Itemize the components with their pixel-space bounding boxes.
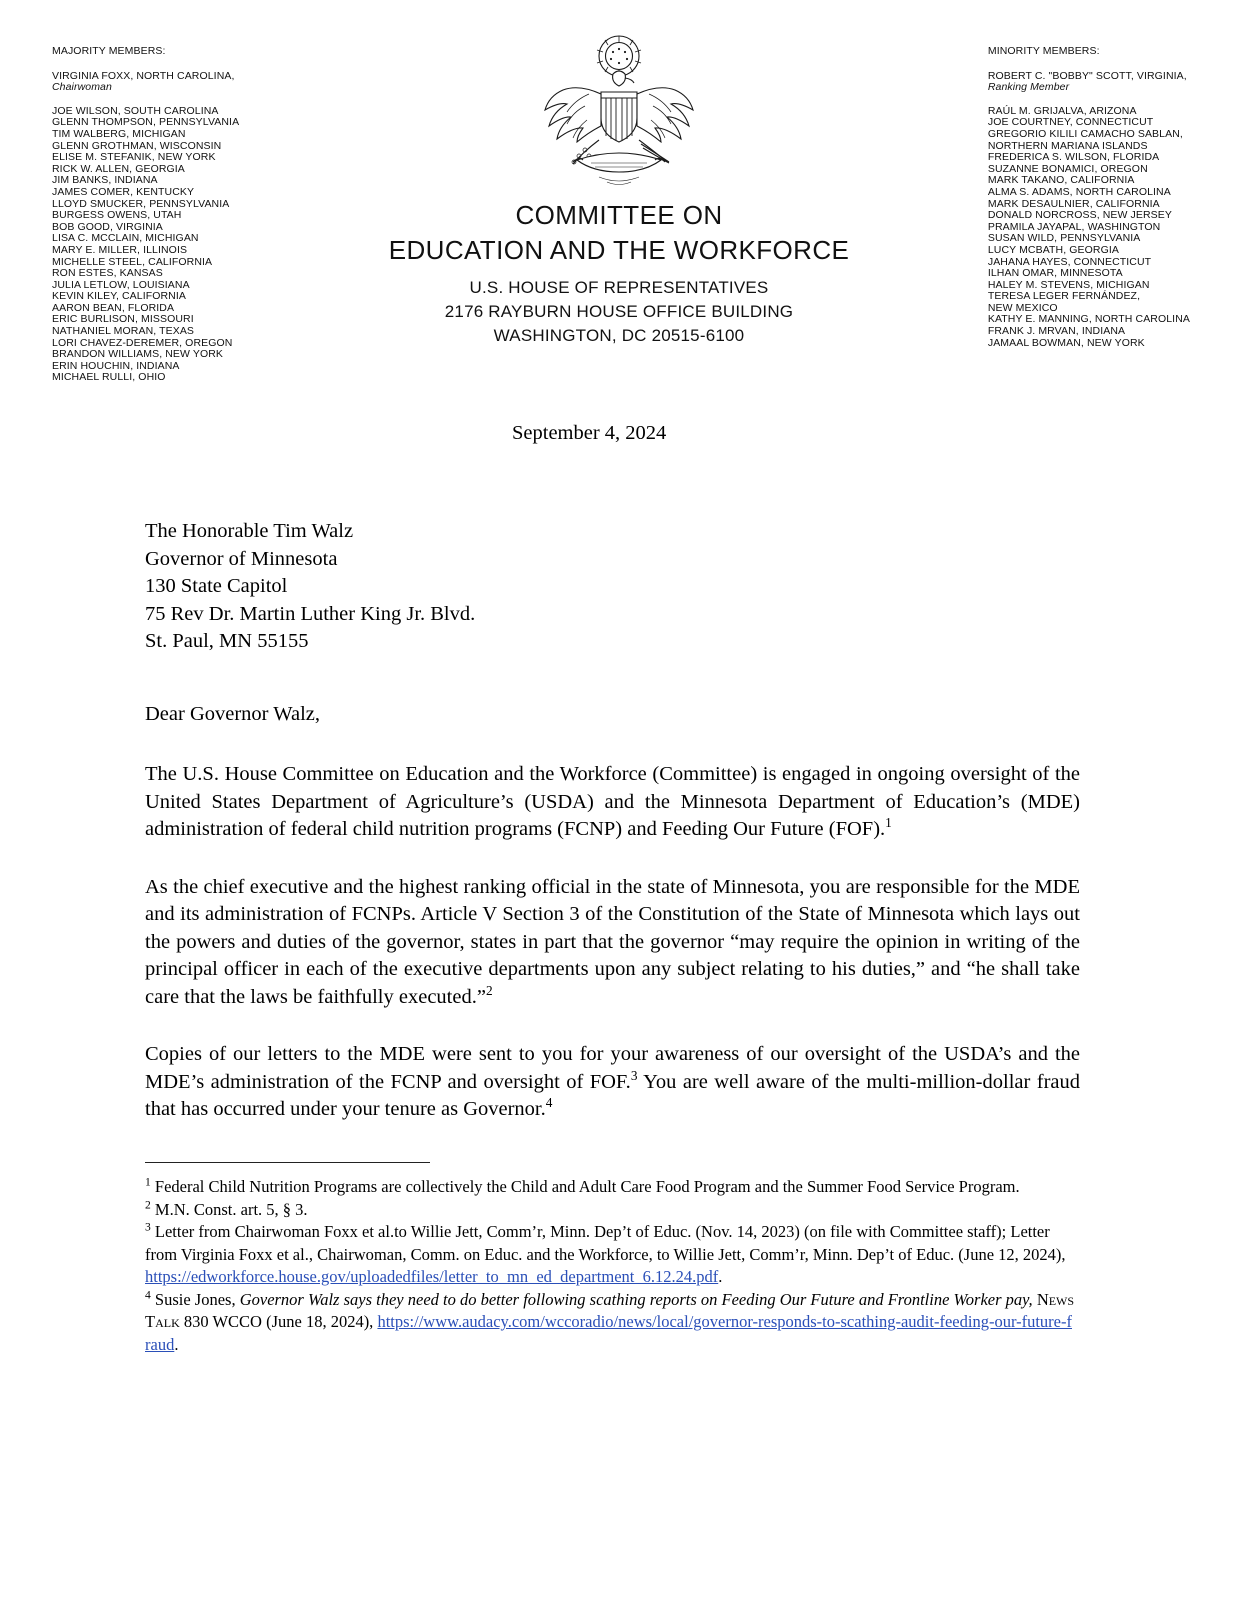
footnote-2-marker: 2 bbox=[145, 1199, 151, 1211]
list-item: ALMA S. ADAMS, NORTH CAROLINA bbox=[987, 185, 1171, 198]
footnote-ref-3: 3 bbox=[630, 1067, 638, 1083]
footnote-ref-2: 2 bbox=[485, 982, 493, 998]
address-line: 130 State Capitol bbox=[145, 575, 288, 597]
committee-subtitle-building: 2176 RAYBURN HOUSE OFFICE BUILDING bbox=[444, 302, 794, 321]
list-item: TERESA LEGER FERNÁNDEZ, bbox=[987, 290, 1141, 303]
majority-members-heading: MAJORITY MEMBERS: bbox=[52, 45, 166, 57]
footnote-3-link[interactable]: https://edworkforce.house.gov/uploadedfiles/letter_to_mn_ed_department_6.12.24.pdf bbox=[145, 1267, 719, 1286]
list-item: JAHANA HAYES, CONNECTICUT bbox=[987, 255, 1152, 268]
list-item: FRANK J. MRVAN, INDIANA bbox=[987, 325, 1126, 338]
list-item: MARK TAKANO, CALIFORNIA bbox=[987, 174, 1135, 187]
minority-ranking-member-role: Ranking Member bbox=[987, 81, 1070, 94]
address-line: St. Paul, MN 55155 bbox=[145, 630, 309, 652]
paragraph-1-text: The U.S. House Committee on Education and the Workforce (Committee) is engaged in ongoing oversight of the United States Department of Agriculture’s (USDA) and the Minnesota Department of Education’s (MDE) administration of federal child nutrition programs (FCNP) and Feeding Our Future (FOF). bbox=[145, 763, 1080, 840]
list-item: MARK DESAULNIER, CALIFORNIA bbox=[987, 197, 1160, 210]
footnote-1-marker: 1 bbox=[145, 1176, 151, 1189]
list-item: MARY E. MILLER, ILLINOIS bbox=[52, 243, 188, 256]
footnote-3-marker: 3 bbox=[145, 1221, 151, 1234]
list-item: KEVIN KILEY, CALIFORNIA bbox=[52, 290, 186, 303]
list-item: GLENN GROTHMAN, WISCONSIN bbox=[52, 139, 222, 152]
salutation: Dear Governor Walz, bbox=[145, 702, 320, 725]
address-line: Governor of Minnesota bbox=[145, 547, 338, 570]
paragraph-2-text: As the chief executive and the highest ranking official in the state of Minnesota, you are responsible for the MDE and its administration of FCNPs. Article V Section 3 of the Constitution of the State of Minnesota which lays out the powers and duties of the governor, states in part that the governor “may require the opinion in writing of the principal officer in each of the executive departments upon any subject relating to his duties,” and “he shall take care that the laws be faithfully executed.” bbox=[145, 875, 1080, 1008]
list-item: BOB GOOD, VIRGINIA bbox=[52, 220, 163, 233]
list-item: DONALD NORCROSS, NEW JERSEY bbox=[987, 209, 1172, 222]
list-item: ILHAN OMAR, MINNESOTA bbox=[987, 267, 1123, 280]
address-line: The Honorable Tim Walz bbox=[145, 520, 354, 542]
list-item: ELISE M. STEFANIK, NEW YORK bbox=[52, 151, 216, 164]
list-item: MICHAEL RULLI, OHIO bbox=[52, 371, 166, 384]
footnotes-section bbox=[145, 1176, 1075, 1356]
footnote-3-text: Letter from Chairwoman Foxx et al.to Willie Jett, Comm’r, Minn. Dep’t of Educ. (Nov. 14, 2023) (on file with Committee staff); Letter from Virginia Foxx et al., Chairwoman, Comm. on Educ. and the Workforce, to Willie Jett, Comm’r, Minn. Dep’t of Educ. (June 12, 2024), bbox=[145, 1222, 1066, 1264]
list-item: JOE WILSON, SOUTH CAROLINA bbox=[52, 104, 219, 117]
list-item: BURGESS OWENS, UTAH bbox=[52, 209, 182, 222]
majority-members-list bbox=[52, 106, 239, 384]
list-item: SUSAN WILD, PENNSYLVANIA bbox=[987, 232, 1141, 245]
list-item: AARON BEAN, FLORIDA bbox=[52, 301, 175, 314]
footnote-4-link-tail: . bbox=[174, 1334, 179, 1354]
list-item: NATHANIEL MORAN, TEXAS bbox=[52, 325, 195, 338]
footnote-3 bbox=[145, 1221, 1075, 1289]
committee-subtitle-chamber: U.S. HOUSE OF REPRESENTATIVES bbox=[469, 278, 769, 297]
list-item: JOE COURTNEY, CONNECTICUT bbox=[987, 116, 1154, 129]
list-item: KATHY E. MANNING, NORTH CAROLINA bbox=[987, 313, 1190, 326]
committee-subtitle-city: WASHINGTON, DC 20515-6100 bbox=[493, 326, 745, 345]
list-item: RON ESTES, KANSAS bbox=[52, 267, 163, 280]
footnote-ref-4: 4 bbox=[545, 1095, 553, 1111]
majority-chair bbox=[52, 71, 239, 94]
letterhead bbox=[0, 40, 1238, 390]
list-item: MICHELLE STEEL, CALIFORNIA bbox=[52, 255, 213, 268]
footnote-3-link-tail: . bbox=[718, 1267, 723, 1286]
list-item: NEW MEXICO bbox=[987, 301, 1058, 314]
list-item: GREGORIO KILILI CAMACHO SABLAN, bbox=[987, 127, 1183, 140]
footnote-4-source-tail: 830 WCCO (June 18, 2024), bbox=[179, 1312, 374, 1331]
footnote-2 bbox=[145, 1199, 1075, 1222]
footnote-4-title: Governor Walz says they need to do better following scathing reports on Feeding Our Future and Frontline Worker pay, bbox=[239, 1289, 1033, 1309]
footnote-4-author: Susie Jones, bbox=[154, 1289, 240, 1309]
list-item: TIM WALBERG, MICHIGAN bbox=[52, 127, 186, 140]
footnote-ref-1: 1 bbox=[885, 815, 892, 831]
minority-ranking-member bbox=[988, 71, 1190, 94]
list-item: HALEY M. STEVENS, MICHIGAN bbox=[987, 278, 1150, 291]
list-item: NORTHERN MARIANA ISLANDS bbox=[987, 139, 1148, 152]
recipient-address bbox=[145, 518, 1080, 656]
letter-body bbox=[145, 518, 1080, 1144]
paragraph-2 bbox=[145, 874, 1080, 1012]
majority-chair-name: VIRGINIA FOXX, NORTH CAROLINA, bbox=[52, 69, 235, 82]
list-item: PRAMILA JAYAPAL, WASHINGTON bbox=[987, 220, 1161, 233]
footnote-separator bbox=[145, 1162, 430, 1163]
paragraph-3 bbox=[145, 1041, 1080, 1124]
list-item: FREDERICA S. WILSON, FLORIDA bbox=[987, 151, 1160, 164]
list-item: JAMES COMER, KENTUCKY bbox=[52, 185, 195, 198]
list-item: LLOYD SMUCKER, PENNSYLVANIA bbox=[52, 197, 230, 210]
list-item: JULIA LETLOW, LOUISIANA bbox=[52, 278, 190, 291]
committee-title-block bbox=[309, 200, 929, 348]
paragraph-1 bbox=[145, 761, 1080, 844]
footnote-4 bbox=[145, 1289, 1075, 1357]
paragraph-3-text-part-2: You are well aware of the multi-million-dollar fraud that has occurred under your tenure as Governor. bbox=[145, 1070, 1081, 1120]
list-item: BRANDON WILLIAMS, NEW YORK bbox=[52, 348, 224, 361]
footnote-1-text: Federal Child Nutrition Programs are collectively the Child and Adult Care Food Program and the Summer Food Service Program. bbox=[154, 1177, 1020, 1196]
footnote-2-text: M.N. Const. art. 5, § 3. bbox=[154, 1199, 308, 1219]
minority-members-column bbox=[988, 46, 1190, 349]
list-item: GLENN THOMPSON, PENNSYLVANIA bbox=[52, 116, 240, 129]
list-item: SUZANNE BONAMICI, OREGON bbox=[987, 162, 1148, 175]
committee-title-line-2: EDUCATION AND THE WORKFORCE bbox=[388, 235, 850, 265]
paragraph-3-text-part-1: Copies of our letters to the MDE were sent to you for your awareness of our oversight of the USDA’s and the MDE’s administration of the FCNP and oversight of FOF. bbox=[145, 1043, 1080, 1093]
list-item: RICK W. ALLEN, GEORGIA bbox=[52, 162, 185, 175]
letter-date: September 4, 2024 bbox=[512, 422, 667, 444]
list-item: JIM BANKS, INDIANA bbox=[52, 174, 158, 187]
list-item: ERIC BURLISON, MISSOURI bbox=[52, 313, 194, 326]
footnote-4-source: News Talk bbox=[145, 1289, 1075, 1331]
committee-title-line-1: COMMITTEE ON bbox=[515, 200, 723, 230]
list-item: LISA C. MCCLAIN, MICHIGAN bbox=[52, 232, 199, 245]
footnote-1 bbox=[145, 1176, 1075, 1199]
list-item: RAÚL M. GRIJALVA, ARIZONA bbox=[987, 104, 1137, 117]
footnote-4-link[interactable]: https://www.audacy.com/wccoradio/news/local/governor-responds-to-scathing-audit-feeding-our-future-fraud bbox=[145, 1312, 1072, 1354]
minority-members-list bbox=[988, 106, 1190, 349]
list-item: JAMAAL BOWMAN, NEW YORK bbox=[987, 336, 1145, 349]
list-item: LORI CHAVEZ-DEREMER, OREGON bbox=[52, 336, 233, 349]
minority-ranking-member-name: ROBERT C. "BOBBY" SCOTT, VIRGINIA, bbox=[987, 69, 1187, 82]
majority-chair-role: Chairwoman bbox=[52, 81, 112, 94]
house-of-representatives-seal-icon bbox=[529, 32, 709, 197]
list-item: LUCY MCBATH, GEORGIA bbox=[987, 243, 1119, 256]
majority-members-column bbox=[52, 46, 239, 384]
minority-members-heading: MINORITY MEMBERS: bbox=[987, 45, 1100, 57]
address-line: 75 Rev Dr. Martin Luther King Jr. Blvd. bbox=[145, 602, 476, 625]
footnote-4-marker: 4 bbox=[145, 1289, 151, 1301]
list-item: ERIN HOUCHIN, INDIANA bbox=[52, 359, 180, 372]
